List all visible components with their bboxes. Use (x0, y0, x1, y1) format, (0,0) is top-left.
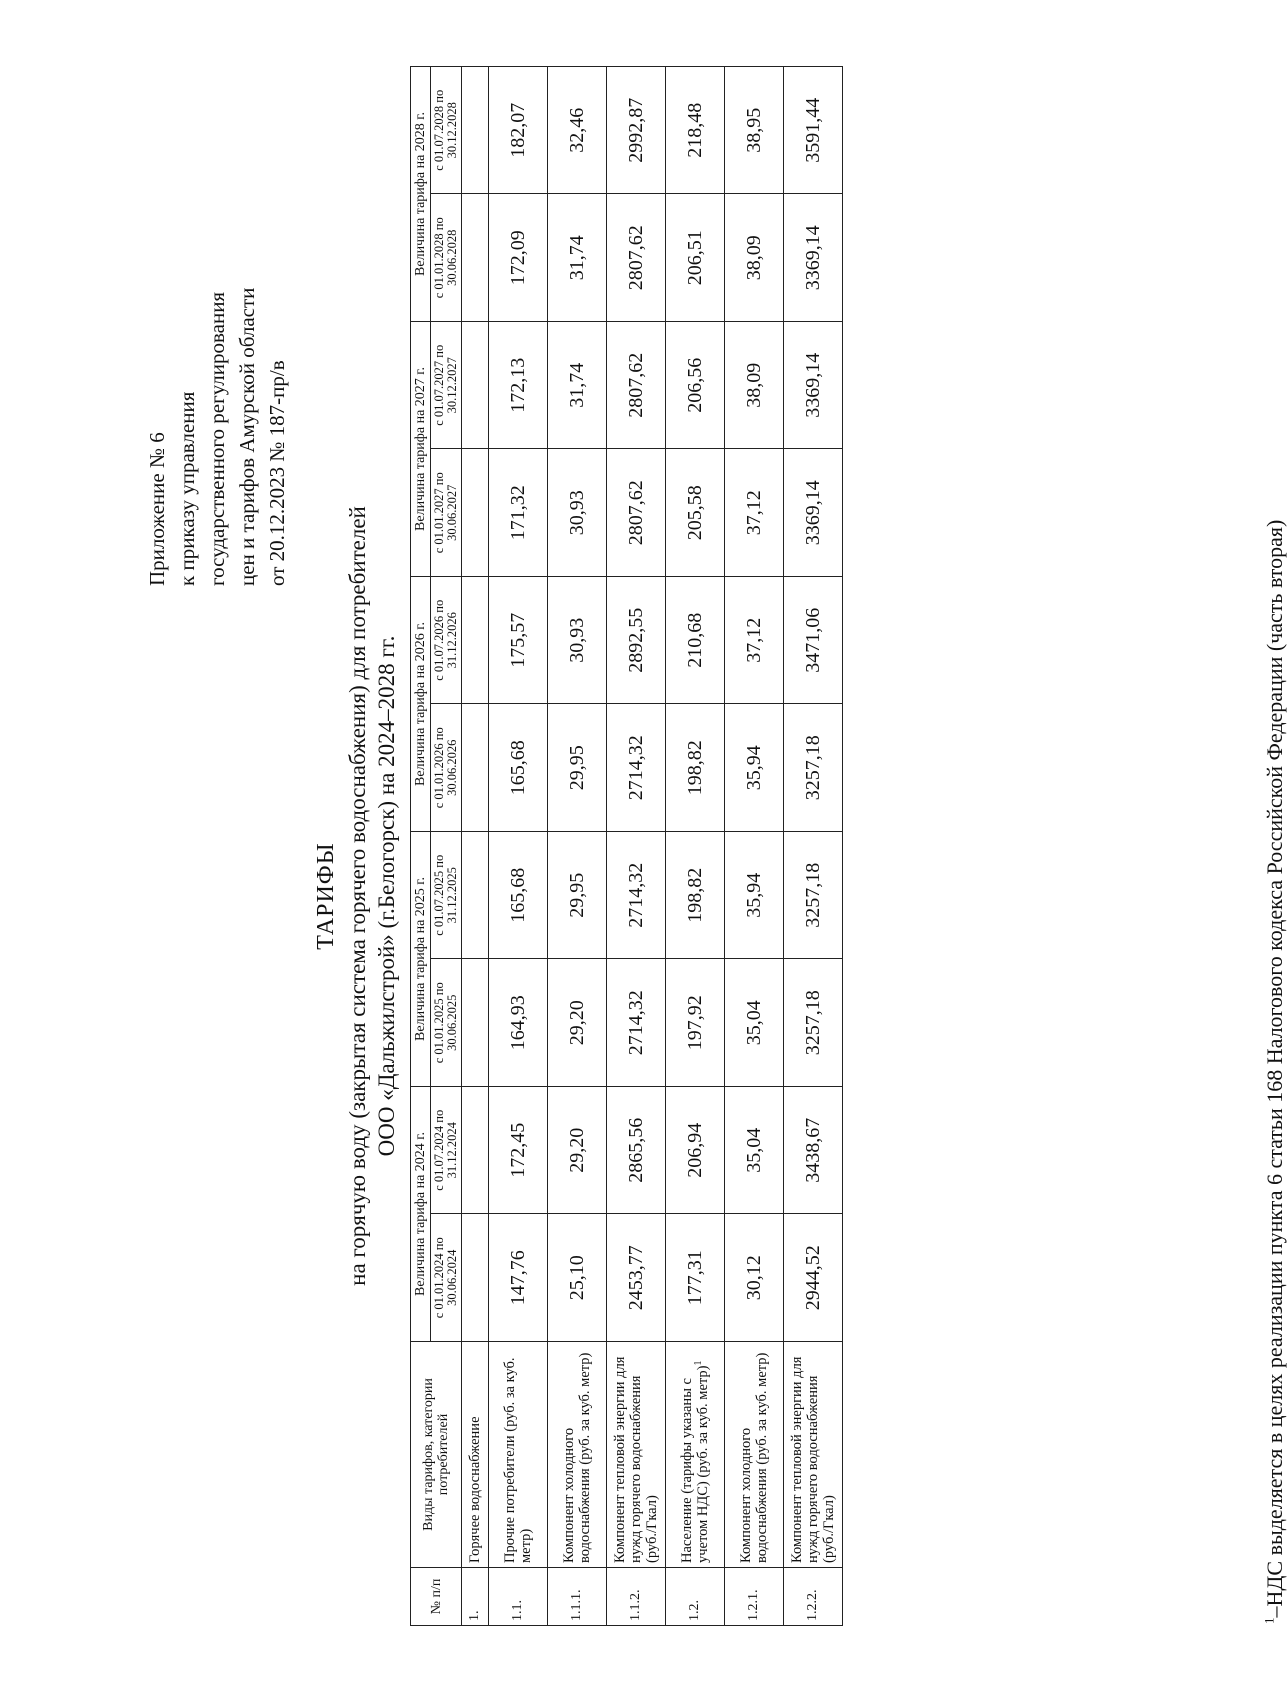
tariff-value: 206,56 (666, 322, 725, 450)
tariff-value (462, 832, 489, 960)
title-line: ООО «Дальжилстрой» (г.Белогорск) на 2024–2028 гг. (374, 635, 399, 1157)
footnote (1262, 64, 1288, 1624)
tariff-value (462, 959, 489, 1087)
tariff-value: 165,68 (489, 704, 548, 832)
footnote-text: –НДС выделяется в целях реализации пункта 6 статьи 168 Налогового кодекса Российской Федерации (часть вторая) (1262, 519, 1287, 1618)
tariff-value: 3471,06 (784, 577, 843, 705)
tariff-value: 172,09 (489, 194, 548, 322)
header-year: Величина тарифа на 2024 г. (411, 1087, 431, 1342)
tariff-value: 210,68 (666, 577, 725, 705)
header-period: с 01.01.2028 по 30.06.2028 (431, 194, 462, 322)
table-row (784, 67, 843, 1626)
row-category-text: Компонент тепловой энергии для нужд горячего водоснабжения (руб./Гкал) (789, 1356, 837, 1563)
row-number: 1.2.2. (784, 1568, 843, 1626)
row-category-text: Компонент холодного водоснабжения (руб. за куб. метр) (561, 1352, 593, 1563)
table-row (725, 67, 784, 1626)
row-category-text: Население (тарифы указаны с учетом НДС) (руб. за куб. метр) (679, 1365, 711, 1563)
tariff-value: 38,95 (725, 67, 784, 195)
appendix-line: цен и тарифов Амурской области (235, 287, 259, 586)
tariff-value (462, 704, 489, 832)
tariff-value: 35,94 (725, 704, 784, 832)
row-number: 1.2. (666, 1568, 725, 1626)
tariff-value: 177,31 (666, 1214, 725, 1342)
tariff-value: 37,12 (725, 577, 784, 705)
appendix-line: Приложение № 6 (145, 432, 169, 586)
header-year: Величина тарифа на 2027 г. (411, 322, 431, 577)
tariff-value: 3257,18 (784, 959, 843, 1087)
tariff-value: 3369,14 (784, 449, 843, 577)
appendix-line: от 20.12.2023 № 187-пр/в (265, 360, 289, 586)
table-row (548, 67, 607, 1626)
tariff-value: 32,46 (548, 67, 607, 195)
tariff-value: 3257,18 (784, 704, 843, 832)
title-line: на горячую воду (закрытая система горячего водоснабжения) для потребителей (345, 506, 370, 1286)
tariff-value: 2865,56 (607, 1087, 666, 1215)
header-name: Виды тарифов, категории потребителей (411, 1342, 462, 1568)
tariff-value: 29,20 (548, 959, 607, 1087)
tariff-value: 171,32 (489, 449, 548, 577)
row-category (462, 1342, 489, 1568)
tariff-value: 30,12 (725, 1214, 784, 1342)
header-period: с 01.07.2026 по 31.12.2026 (431, 577, 462, 705)
tariff-value: 38,09 (725, 194, 784, 322)
tariff-value (462, 67, 489, 195)
header-period: с 01.07.2028 по 30.12.2028 (431, 67, 462, 195)
tariff-value: 29,95 (548, 704, 607, 832)
tariff-value: 35,04 (725, 959, 784, 1087)
row-number: 1.1. (489, 1568, 548, 1626)
tariff-value: 2892,55 (607, 577, 666, 705)
tariff-value: 197,92 (666, 959, 725, 1087)
header-year: Величина тарифа на 2026 г. (411, 577, 431, 832)
header-num: № п/п (411, 1568, 462, 1626)
row-category (784, 1342, 843, 1568)
header-period: с 01.01.2025 по 30.06.2025 (431, 959, 462, 1087)
tariff-value: 206,51 (666, 194, 725, 322)
tariff-value (462, 577, 489, 705)
tariff-value: 30,93 (548, 577, 607, 705)
appendix-header (142, 66, 292, 586)
row-category (489, 1342, 548, 1568)
table-header-row (411, 67, 431, 1626)
row-number: 1.1.2. (607, 1568, 666, 1626)
row-category-text: Компонент холодного водоснабжения (руб. за куб. метр) (738, 1352, 770, 1563)
tariff-value: 2714,32 (607, 832, 666, 960)
tariff-value: 31,74 (548, 194, 607, 322)
tariff-value: 2944,52 (784, 1214, 843, 1342)
row-category-text: Прочие потребители (руб. за куб. метр) (502, 1357, 534, 1563)
row-category-text: Горячее водоснабжение (467, 1416, 483, 1563)
tariff-value (462, 1087, 489, 1215)
header-period: с 01.07.2024 по 31.12.2024 (431, 1087, 462, 1215)
title-main: ТАРИФЫ (313, 842, 339, 950)
row-category (725, 1342, 784, 1568)
tariff-value: 2807,62 (607, 194, 666, 322)
tariff-value: 2807,62 (607, 322, 666, 450)
tariff-value: 198,82 (666, 832, 725, 960)
tariff-value: 2714,32 (607, 959, 666, 1087)
tariff-value: 175,57 (489, 577, 548, 705)
tariff-value: 205,58 (666, 449, 725, 577)
document-title (312, 166, 401, 1626)
tariff-value (462, 1214, 489, 1342)
tariff-value: 206,94 (666, 1087, 725, 1215)
tariff-value: 35,94 (725, 832, 784, 960)
tariff-value: 147,76 (489, 1214, 548, 1342)
tariff-table-body (462, 67, 843, 1626)
tariff-value (462, 322, 489, 450)
tariff-value: 218,48 (666, 67, 725, 195)
tariff-value: 37,12 (725, 449, 784, 577)
row-category (548, 1342, 607, 1568)
tariff-value: 198,82 (666, 704, 725, 832)
row-category-text: Компонент тепловой энергии для нужд горячего водоснабжения (руб./Гкал) (612, 1356, 660, 1563)
table-row (462, 67, 489, 1626)
tariff-value: 2453,77 (607, 1214, 666, 1342)
tariff-value: 35,04 (725, 1087, 784, 1215)
tariff-value (462, 449, 489, 577)
tariff-value: 25,10 (548, 1214, 607, 1342)
table-row (607, 67, 666, 1626)
tariff-value (462, 194, 489, 322)
header-period: с 01.01.2027 по 30.06.2027 (431, 449, 462, 577)
row-category (666, 1342, 725, 1568)
header-year: Величина тарифа на 2025 г. (411, 832, 431, 1087)
tariff-value: 172,45 (489, 1087, 548, 1215)
header-period: с 01.01.2024 по 30.06.2024 (431, 1214, 462, 1342)
table-row (666, 67, 725, 1626)
tariff-value: 3369,14 (784, 194, 843, 322)
tariff-value: 2807,62 (607, 449, 666, 577)
tariff-value: 3369,14 (784, 322, 843, 450)
row-category (607, 1342, 666, 1568)
tariff-value: 172,13 (489, 322, 548, 450)
tariff-table (410, 66, 843, 1626)
tariff-value: 164,93 (489, 959, 548, 1087)
tariff-value: 3257,18 (784, 832, 843, 960)
row-number: 1. (462, 1568, 489, 1626)
header-period: с 01.01.2026 по 30.06.2026 (431, 704, 462, 832)
tariff-value: 182,07 (489, 67, 548, 195)
appendix-line: к приказу управления (175, 391, 199, 586)
tariff-value: 38,09 (725, 322, 784, 450)
table-row (489, 67, 548, 1626)
footnote-reference: 1 (693, 1360, 705, 1366)
tariff-value: 2714,32 (607, 704, 666, 832)
tariff-value: 2992,87 (607, 67, 666, 195)
appendix-line: государственного регулирования (205, 291, 229, 586)
tariff-value: 3438,67 (784, 1087, 843, 1215)
row-number: 1.2.1. (725, 1568, 784, 1626)
tariff-value: 165,68 (489, 832, 548, 960)
header-period: с 01.07.2027 по 30.12.2027 (431, 322, 462, 450)
tariff-value: 29,20 (548, 1087, 607, 1215)
tariff-value: 29,95 (548, 832, 607, 960)
footnote-mark: 1 (1261, 1617, 1277, 1624)
header-year: Величина тарифа на 2028 г. (411, 67, 431, 322)
tariff-value: 3591,44 (784, 67, 843, 195)
row-number: 1.1.1. (548, 1568, 607, 1626)
header-period: с 01.07.2025 по 31.12.2025 (431, 832, 462, 960)
tariff-value: 31,74 (548, 322, 607, 450)
tariff-value: 30,93 (548, 449, 607, 577)
